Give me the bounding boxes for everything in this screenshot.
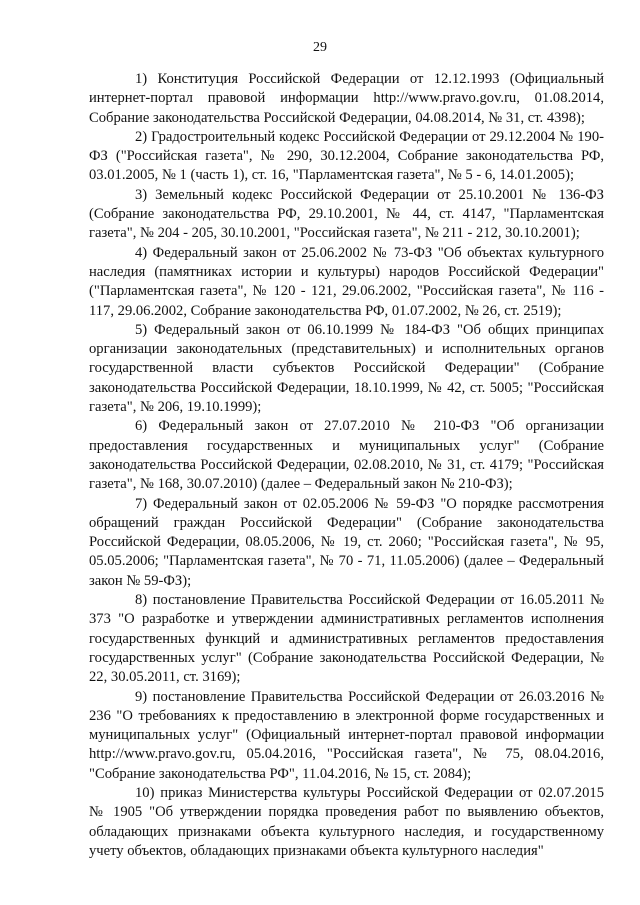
- list-item-4: 4) Федеральный закон от 25.06.2002 № 73-ФЗ "Об объектах культурного наследия (памятниках истории и культуры) народов Российской Федерации" ("Парламентская газета", № 120 - 121, 29.06.2002, "Российская газета", № 116 - 117, 29.06.2002, Собрание законодательства РФ, 01.07.2002, № 26, ст. 2519);: [89, 244, 604, 319]
- page-number: 29: [313, 40, 327, 55]
- list-item-6: 6) Федеральный закон от 27.07.2010 № 210-ФЗ "Об организации предоставления государственных и муниципальных услуг" (Собрание законодательства Российской Федерации, 02.08.2010, № 31, ст. 4179; "Российская газета", № 168, 30.07.2010) (далее – Федеральный закон № 210-ФЗ);: [89, 418, 604, 493]
- list-item-2: 2) Градостроительный кодекс Российской Федерации от 29.12.2004 № 190-ФЗ ("Российская газета", № 290, 30.12.2004, Собрание законодательства РФ, 03.01.2005, № 1 (часть 1), ст. 16, "Парламентская газета", № 5 - 6, 14.01.2005);: [89, 128, 604, 184]
- list-item-8: 8) постановление Правительства Российской Федерации от 16.05.2011 № 373 "О разработке и утверждении административных регламентов исполнения государственных функций и административных регламентов предоставления государственных услуг" (Собрание законодательства Российской Федерации, № 22, 30.05.2011, ст. 3169);: [89, 592, 604, 686]
- list-item-7: 7) Федеральный закон от 02.05.2006 № 59-ФЗ "О порядке рассмотрения обращений граждан Российской Федерации" (Собрание законодательства Российской Федерации, 08.05.2006, № 19, ст. 2060; "Российская газета", № 95, 05.05.2006; "Парламентская газета", № 70 - 71, 11.05.2006) (далее – Федеральный закон № 59-ФЗ);: [89, 495, 604, 589]
- list-item-9: 9) постановление Правительства Российской Федерации от 26.03.2016 № 236 "О требованиях к предоставлению в электронной форме государственных и муниципальных услуг" (Официальный интернет-портал правовой информации http://www.pravo.gov.ru, 05.04.2016, "Российская газета", № 75, 08.04.2016, "Собрание законодательства РФ", 11.04.2016, № 15, ст. 2084);: [89, 688, 604, 782]
- list-item-5: 5) Федеральный закон от 06.10.1999 № 184-ФЗ "Об общих принципах организации законодательных (представительных) и исполнительных органов государственной власти субъектов Российской Федерации" (Собрание законодательства Российской Федерации, 18.10.1999, № 42, ст. 5005; "Российская газета", № 206, 19.10.1999);: [89, 321, 604, 416]
- legal-basis-list: [89, 70, 604, 861]
- list-item-1: 1) Конституция Российской Федерации от 12.12.1993 (Официальный интернет-портал правовой информации http://www.pravo.gov.ru, 01.08.2014, Собрание законодательства Российской Федерации, 04.08.2014, № 31, ст. 4398);: [89, 71, 604, 126]
- list-item-3: 3) Земельный кодекс Российской Федерации от 25.10.2001 № 136-ФЗ (Собрание законодательства РФ, 29.10.2001, № 44, ст. 4147, "Парламентская газета", № 204 - 205, 30.10.2001, "Российская газета", № 211 - 212, 30.10.2001);: [89, 186, 604, 242]
- list-item-10: 10) приказ Министерства культуры Российской Федерации от 02.07.2015 № 1905 "Об утверждении порядка проведения работ по выявлению объектов, обладающих признаками объекта культурного наследия, и государственному учету объектов, обладающих признаками объекта культурного наследия": [89, 784, 604, 859]
